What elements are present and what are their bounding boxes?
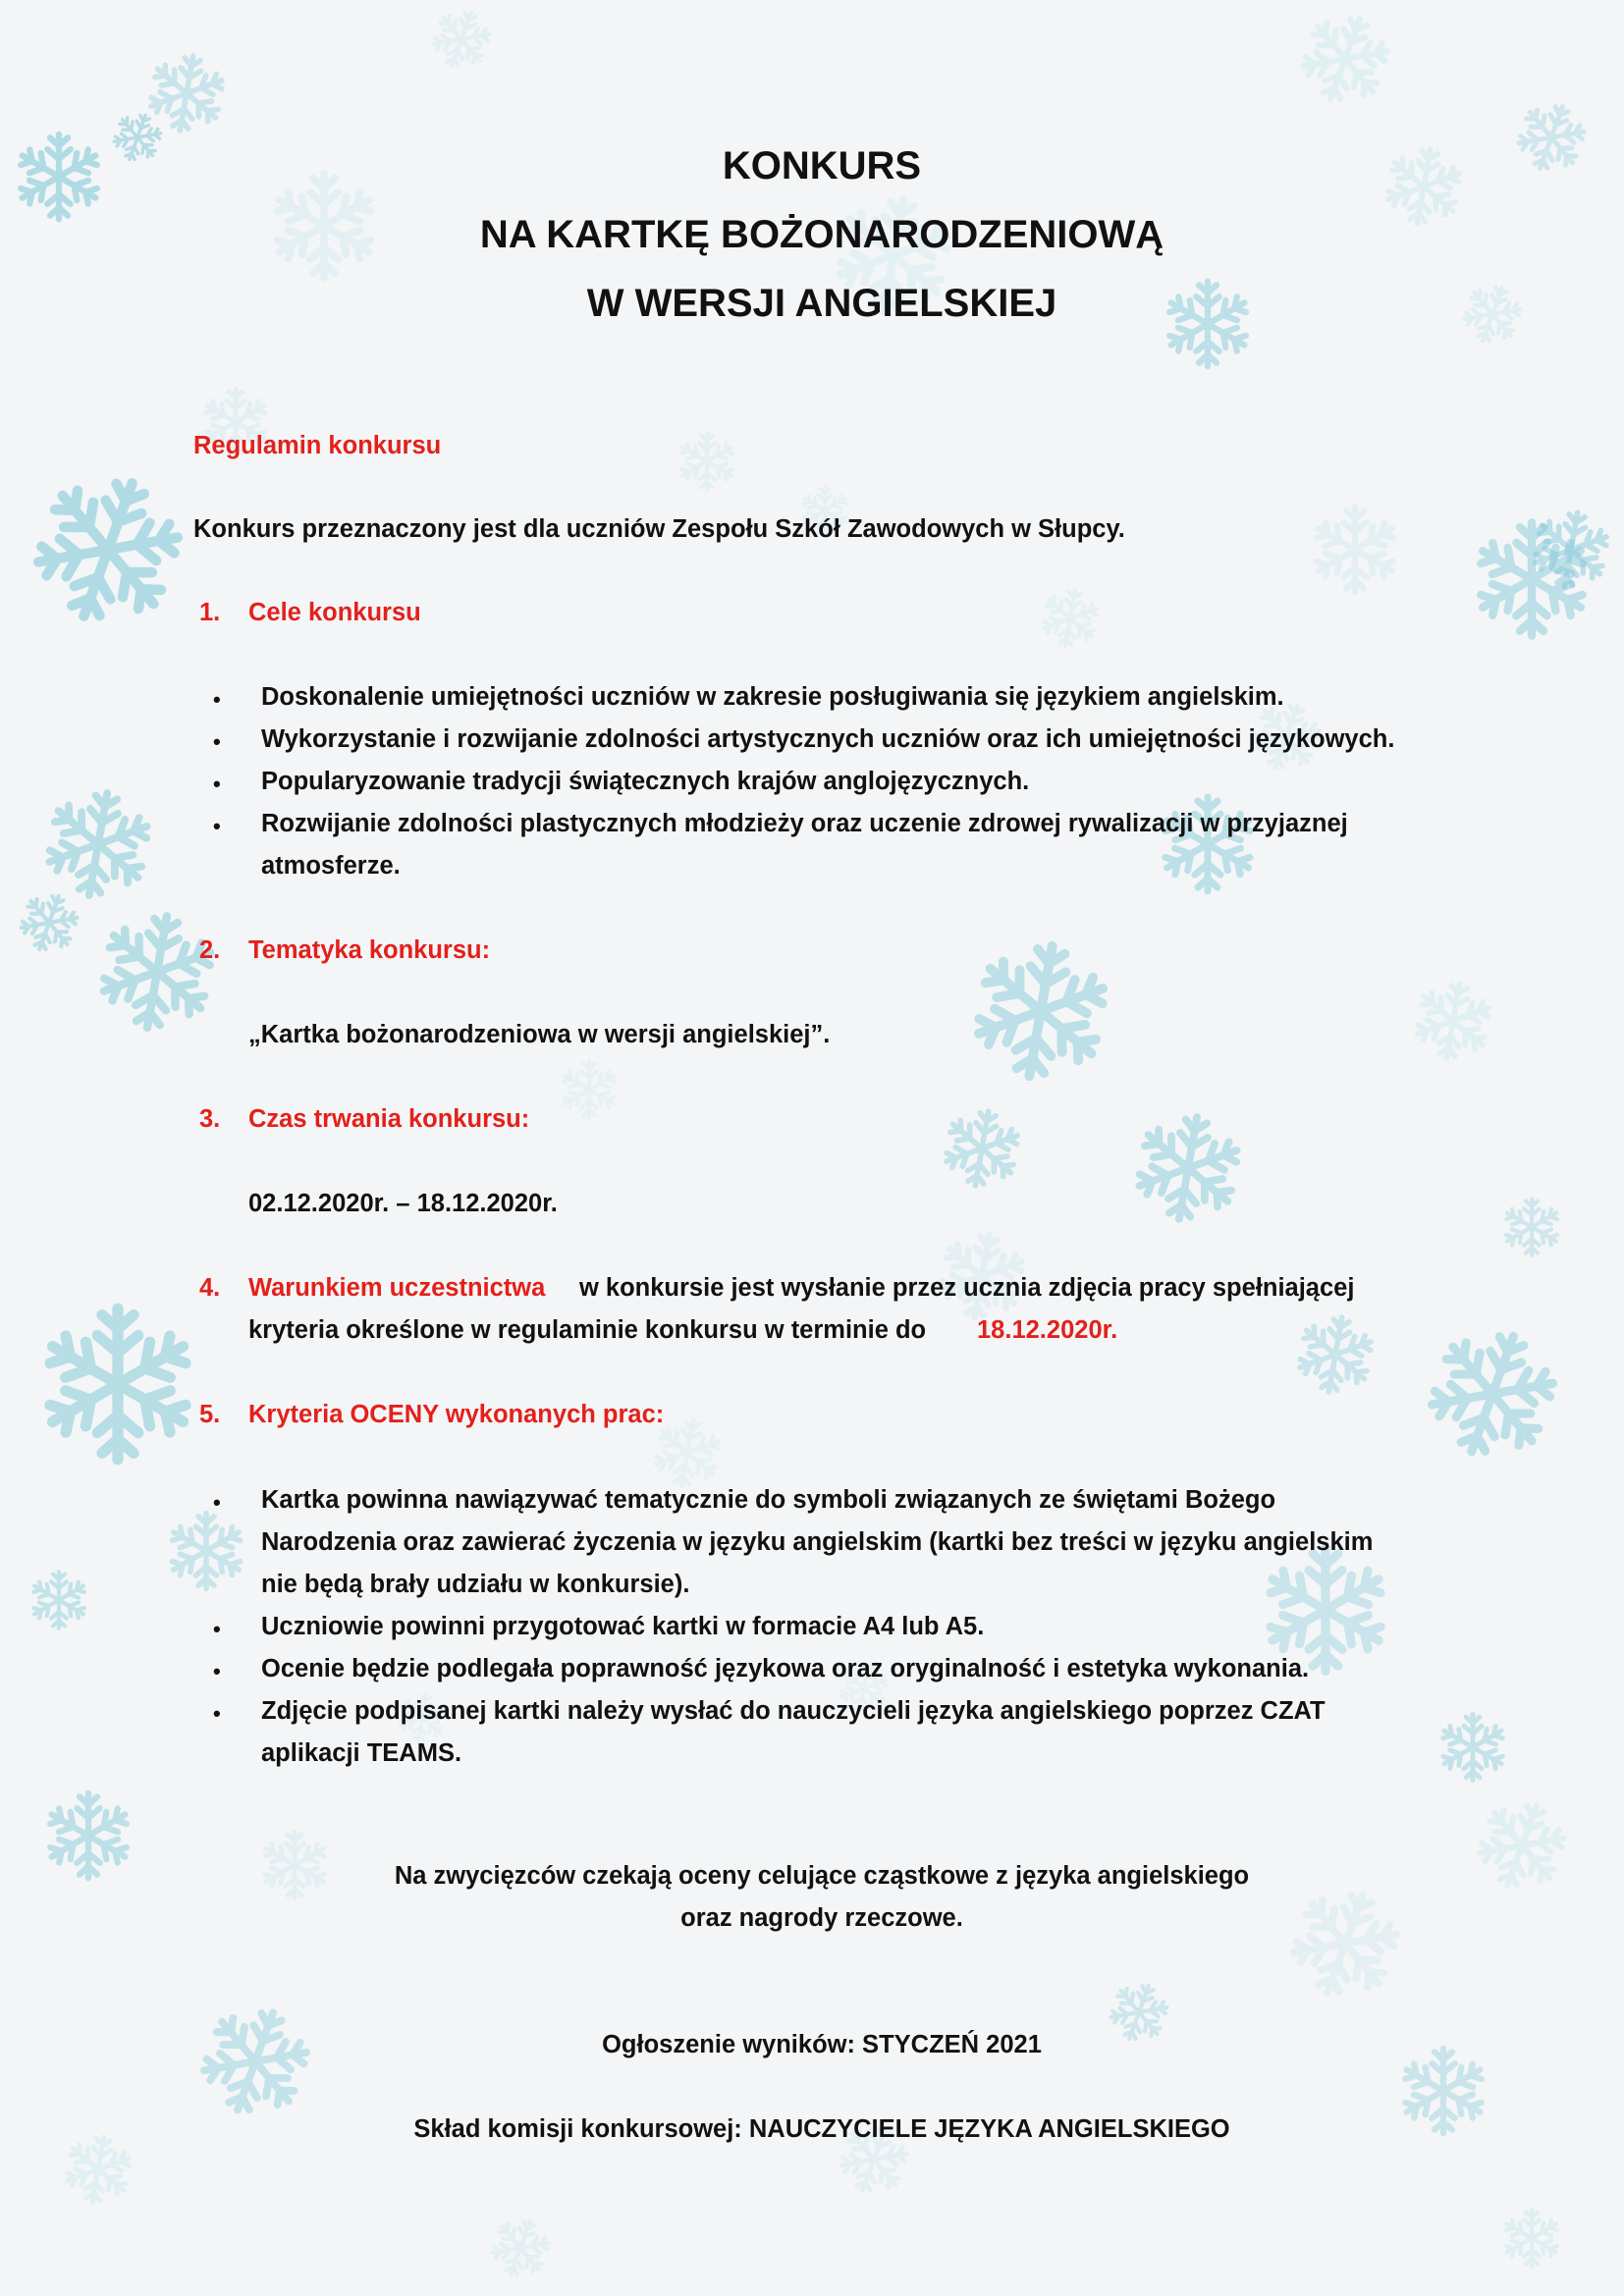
title-line-3: W WERSJI ANGIELSKIEJ xyxy=(586,282,1057,325)
section-2-number: 2. xyxy=(199,936,221,964)
bullet-marker: • xyxy=(213,1490,221,1515)
goal-item: Wykorzystanie i rozwijanie zdolności artystycznych uczniów oraz ich umiejętności językowych. xyxy=(261,725,1395,753)
theme-text: „Kartka bożonarodzeniowa w wersji angielskiej”. xyxy=(248,1021,831,1048)
bullet-marker: • xyxy=(213,1617,221,1641)
bullet-marker: • xyxy=(213,1659,221,1683)
section-3-heading: Czas trwania konkursu: xyxy=(248,1105,530,1133)
committee-info: Skład komisji konkursowej: NAUCZYCIELE JĘZYKA ANGIELSKIEGO xyxy=(413,2115,1230,2143)
regulamin-heading: Regulamin konkursu xyxy=(193,432,442,459)
goal-item: Popularyzowanie tradycji świątecznych krajów anglojęzycznych. xyxy=(261,768,1030,795)
criteria-item: Uczniowie powinni przygotować kartki w formacie A4 lub A5. xyxy=(261,1613,985,1640)
bullet-marker: • xyxy=(213,1701,221,1726)
title-line-1: KONKURS xyxy=(722,144,922,187)
section-1-number: 1. xyxy=(199,599,221,626)
participation-text-line-2: kryteria określone w regulaminie konkursu w terminie do xyxy=(248,1316,927,1344)
duration-text: 02.12.2020r. – 18.12.2020r. xyxy=(248,1190,558,1217)
criteria-item: Kartka powinna nawiązywać tematycznie do symboli związanych ze świętami Bożego xyxy=(261,1486,1276,1514)
goal-item-continuation: atmosferze. xyxy=(261,852,401,880)
bullet-marker: • xyxy=(213,772,221,796)
participation-text-line-1: w konkursie jest wysłanie przez ucznia zdjęcia pracy spełniającej xyxy=(579,1274,1355,1302)
bullet-marker: • xyxy=(213,687,221,712)
deadline-date: 18.12.2020r. xyxy=(977,1316,1118,1344)
section-1-heading: Cele konkursu xyxy=(248,599,421,626)
goal-item: Rozwijanie zdolności plastycznych młodzieży oraz uczenie zdrowej rywalizacji w przyjaznej xyxy=(261,810,1348,837)
criteria-item-continuation: Narodzenia oraz zawierać życzenia w języku angielskim (kartki bez treści w języku angielskim xyxy=(261,1528,1374,1556)
section-4-heading: Warunkiem uczestnictwa xyxy=(248,1274,546,1302)
criteria-item: Ocenie będzie podlegała poprawność językowa oraz oryginalność i estetyka wykonania. xyxy=(261,1655,1310,1682)
criteria-item-continuation: nie będą brały udziału w konkursie). xyxy=(261,1571,690,1598)
prize-line-1: Na zwycięzców czekają oceny celujące cząstkowe z języka angielskiego xyxy=(394,1862,1250,1890)
results-announcement: Ogłoszenie wyników: STYCZEŃ 2021 xyxy=(602,2031,1042,2058)
section-5-number: 5. xyxy=(199,1401,221,1428)
section-4-number: 4. xyxy=(199,1274,221,1302)
section-3-number: 3. xyxy=(199,1105,221,1133)
title-line-2: NA KARTKĘ BOŻONARODZENIOWĄ xyxy=(479,213,1164,256)
criteria-item-continuation: aplikacji TEAMS. xyxy=(261,1739,462,1767)
section-2-heading: Tematyka konkursu: xyxy=(248,936,491,964)
goal-item: Doskonalenie umiejętności uczniów w zakresie posługiwania się językiem angielskim. xyxy=(261,683,1284,711)
section-5-heading: Kryteria OCENY wykonanych prac: xyxy=(248,1401,665,1428)
intro-text: Konkurs przeznaczony jest dla uczniów Zespołu Szkół Zawodowych w Słupcy. xyxy=(193,515,1125,543)
criteria-item: Zdjęcie podpisanej kartki należy wysłać do nauczycieli języka angielskiego poprzez CZAT xyxy=(261,1697,1326,1725)
bullet-marker: • xyxy=(213,814,221,838)
bullet-marker: • xyxy=(213,729,221,754)
prize-line-2: oraz nagrody rzeczowe. xyxy=(680,1904,963,1932)
